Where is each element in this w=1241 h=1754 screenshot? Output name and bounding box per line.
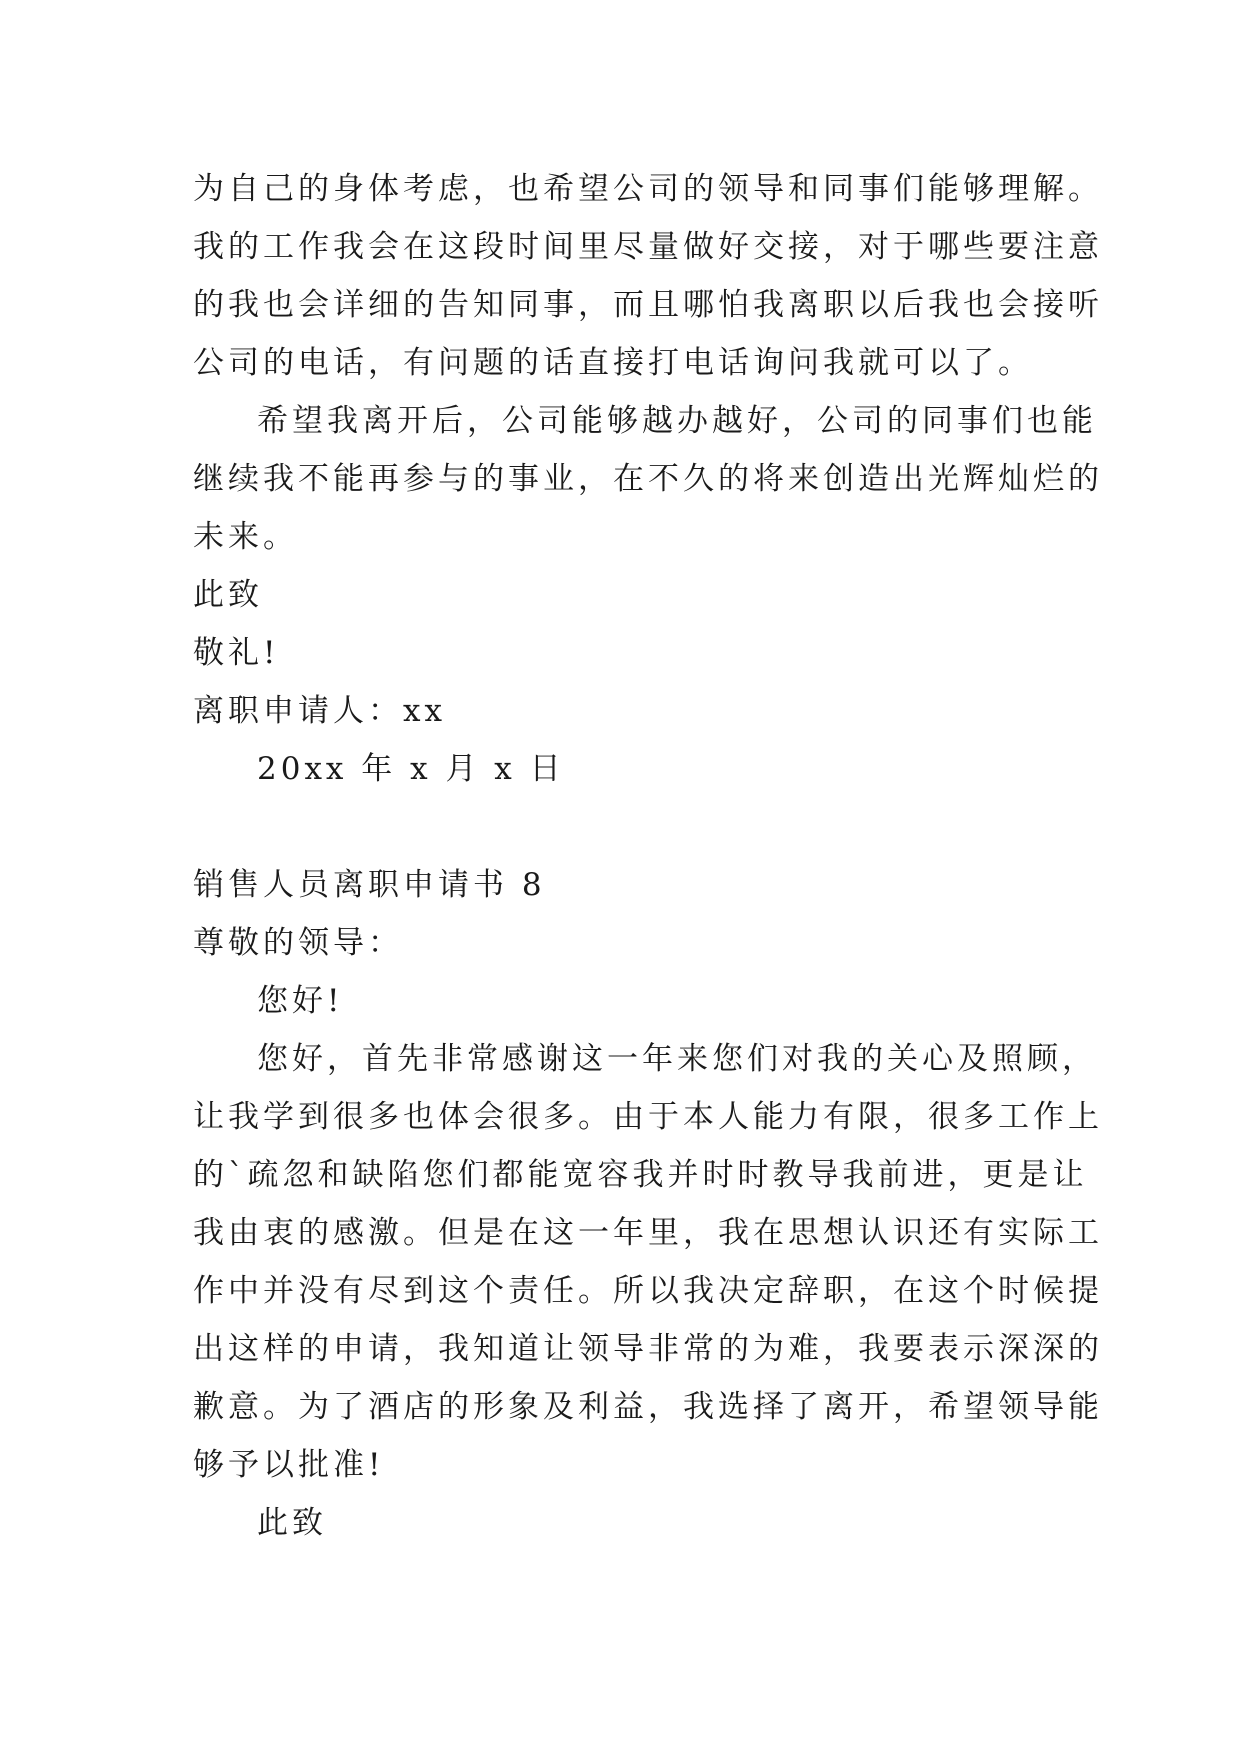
- paragraph-line: 够予以批准!: [193, 1447, 385, 1483]
- date-line: 20xx 年 x 月 x 日: [257, 751, 565, 787]
- paragraph-line: 公司的电话，有问题的话直接打电话询问我就可以了。: [193, 345, 1033, 381]
- paragraph-line: 继续我不能再参与的事业，在不久的将来创造出光辉灿烂的: [193, 461, 1103, 497]
- closing-cizhi: 此致: [193, 577, 263, 613]
- paragraph-line: 让我学到很多也体会很多。由于本人能力有限，很多工作上: [193, 1099, 1103, 1135]
- paragraph-line: 我的工作我会在这段时间里尽量做好交接，对于哪些要注意: [193, 229, 1103, 265]
- paragraph-line: 作中并没有尽到这个责任。所以我决定辞职，在这个时候提: [193, 1273, 1103, 1309]
- paragraph-line: 歉意。为了酒店的形象及利益，我选择了离开，希望领导能: [193, 1389, 1103, 1425]
- closing-jingli: 敬礼!: [193, 635, 280, 671]
- paragraph-line: 的`疏忽和缺陷您们都能宽容我并时时教导我前进，更是让: [193, 1157, 1088, 1193]
- paragraph-line: 出这样的申请，我知道让领导非常的为难，我要表示深深的: [193, 1331, 1103, 1367]
- greeting: 您好!: [257, 983, 344, 1019]
- paragraph-line: 未来。: [193, 519, 298, 555]
- paragraph-line: 的我也会详细的告知同事，而且哪怕我离职以后我也会接听: [193, 287, 1103, 323]
- paragraph-line: 为自己的身体考虑，也希望公司的领导和同事们能够理解。: [193, 171, 1103, 207]
- closing-cizhi-2: 此致: [257, 1505, 327, 1541]
- paragraph-line: 希望我离开后，公司能够越办越好，公司的同事们也能: [257, 403, 1097, 439]
- document-body: [193, 160, 1103, 1552]
- applicant-signature: 离职申请人：xx: [193, 693, 446, 729]
- salutation: 尊敬的领导：: [193, 925, 403, 961]
- paragraph-line: 您好，首先非常感谢这一年来您们对我的关心及照顾，: [257, 1041, 1097, 1077]
- paragraph-line: 我由衷的感激。但是在这一年里，我在思想认识还有实际工: [193, 1215, 1103, 1251]
- spacer: [193, 798, 1073, 856]
- section-title: 销售人员离职申请书 8: [193, 867, 546, 903]
